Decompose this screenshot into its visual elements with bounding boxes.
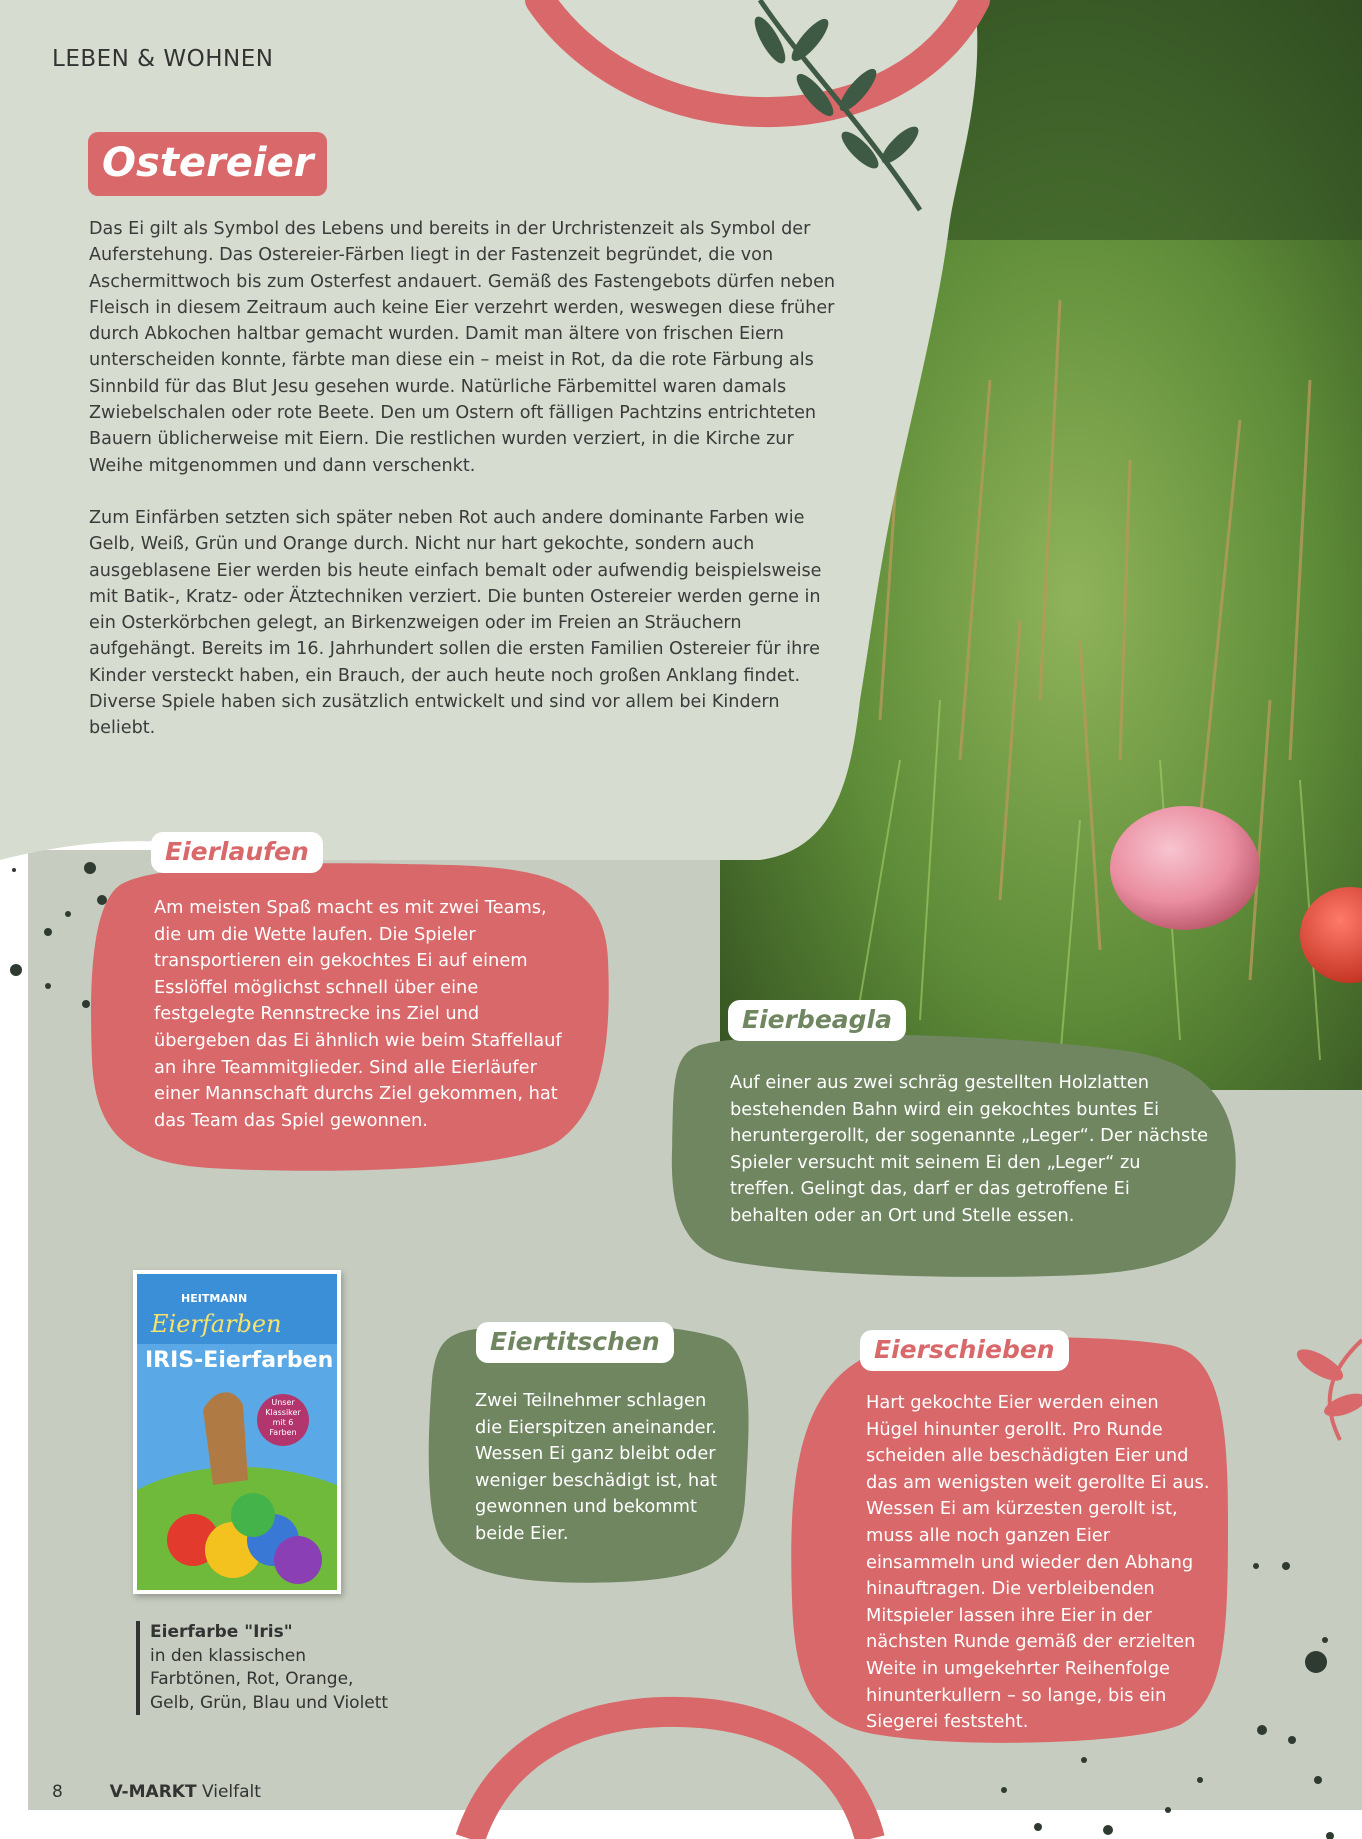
package-brand: HEITMANN	[181, 1292, 248, 1305]
page-title: Ostereier	[102, 140, 314, 186]
intro-paragraph-1: Das Ei gilt als Symbol des Lebens und bereits in der Urchristenzeit als Symbol der Auferstehung. Das Ostereier-Färben liegt in der Fastenzeit begründet, die von Aschermittwoch bis zum Osterfest andauert. Gemäß des Fastengebots dürfen neben Fleisch in diesem Zeitraum auch keine Eier verzehrt werden, weswegen diese früher durch Abkochen haltbar gemacht wurden. Damit man ältere von frischen Eiern unterscheiden konnte, färbte man diese ein – meist in Rot, da die rote Färbung als Sinnbild für das Blut Jesu gesehen wurde. Natürliche Färbemittel waren damals Zwiebelschalen oder rote Beete. Den um Ostern oft fälligen Pachtzins entrichteten Bauern üblicherweise mit Eiern. Die restlichen wurden verziert, in die Kirche zur Weihe mitgenommen und dann verschenkt.	[89, 219, 836, 476]
caption-text: in den klassischen Farbtönen, Rot, Orange, Gelb, Grün, Blau und Violett	[150, 1645, 389, 1713]
eierschieben-title: Eierschieben	[860, 1330, 1069, 1371]
eiertitschen-title: Eiertitschen	[476, 1322, 674, 1363]
eierbeagla-text: Auf einer aus zwei schräg gestellten Holzlatten bestehenden Bahn wird ein gekochtes buntes Ei heruntergerollt, der sogenannte „Leger“. Der nächste Spieler versucht mit seinem Ei den „Leger“ zu treffen. Gelingt das, darf er das getroffene Ei behalten oder an Ort und Stelle essen.	[730, 1072, 1209, 1226]
intro-paragraph-2: Zum Einfärben setzten sich später neben Rot auch andere dominante Farben wie Gelb, Weiß, Grün und Orange durch. Nicht nur hart gekochte, sondern auch ausgeblasene Eier werden bis heute einfach bemalt oder aufwendig beispielsweise mit Batik-, Kratz- oder Ätztechniken verziert. Die bunten Ostereier werden gerne in ein Osterkörbchen gelegt, an Birkenzweigen oder im Freien an Sträuchern aufgehängt. Bereits im 16. Jahrhundert sollen die ersten Familien Ostereier für ihre Kinder versteckt haben, ein Brauch, der auch heute noch großen Anklang findet. Diverse Spiele haben sich zusätzlich entwickelt und sind vor allem bei Kindern beliebt.	[89, 507, 822, 739]
eiertitschen-text: Zwei Teilnehmer schlagen die Eierspitzen aneinander. Wessen Ei ganz bleibt oder weniger beschädigt ist, hat gewonnen und bekommt beide Eier.	[475, 1390, 718, 1544]
eierbeagla-title: Eierbeagla	[728, 1000, 906, 1041]
section-label: LEBEN & WOHNEN	[52, 46, 274, 72]
pink-egg	[1110, 806, 1260, 930]
eierlaufen-text: Am meisten Spaß macht es mit zwei Teams, die um die Wette laufen. Die Spieler transportieren ein gekochtes Ei auf einem Esslöffel möglichst schnell über eine festgelegte Rennstrecke ins Ziel und übergeben das Ei ähnlich wie beim Staffellauf an ihre Teammitglieder. Sind alle Eierläufer einer Mannschaft durchs Ziel gekommen, hat das Team das Spiel gewonnen.	[154, 897, 562, 1131]
eierschieben-text: Hart gekochte Eier werden einen Hügel hinunter gerollt. Pro Runde scheiden alle beschädigten Eier und das am wenigsten weit gerollte Ei aus. Wessen Ei am kürzesten gerollt ist, muss alle noch ganzen Eier einsammeln und wieder den Abhang hinauftragen. Die verbleibenden Mitspieler lassen ihre Eier in der nächsten Runde gemäß der erzielten Weite in umgekehrter Reihenfolge hinunterkullern – so lange, bis ein Siegerei feststeht.	[866, 1392, 1210, 1733]
footer	[52, 1782, 261, 1802]
caption-title: Eierfarbe "Iris"	[150, 1622, 293, 1642]
page-number: 8	[52, 1782, 63, 1802]
footer-magazine: Vielfalt	[201, 1782, 261, 1802]
product-caption	[136, 1621, 390, 1715]
eierlaufen-title: Eierlaufen	[151, 832, 323, 873]
package-script-line: Eierfarben	[151, 1310, 282, 1338]
package-badge: Unser Klassiker mit 6 Farben	[265, 1398, 301, 1437]
title-badge	[88, 132, 327, 196]
product-package	[133, 1270, 341, 1594]
intro-text	[89, 216, 849, 768]
package-name: IRIS-Eierfarben	[145, 1348, 334, 1373]
footer-brand: V-MARKT	[109, 1782, 197, 1802]
